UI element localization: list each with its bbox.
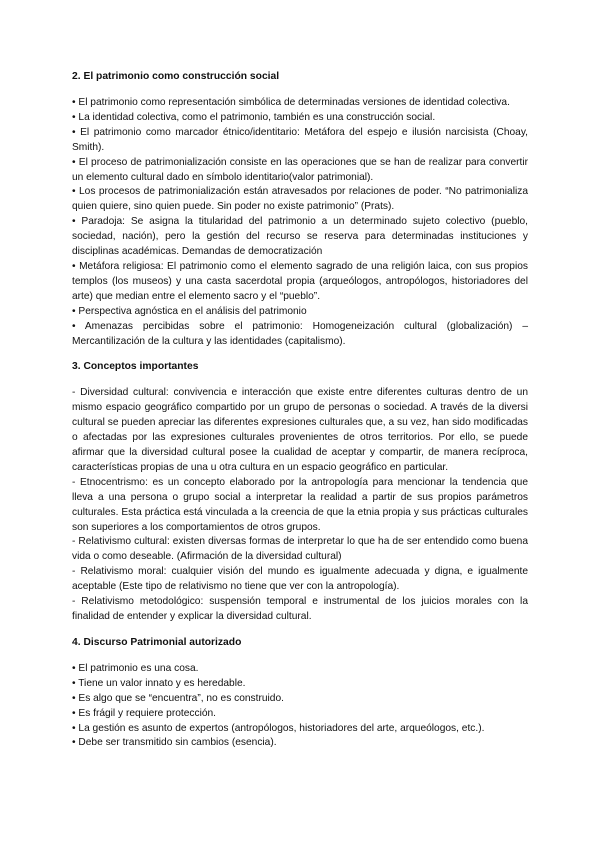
bullet-item: • El proceso de patrimonialización consiste en las operaciones que se han de realizar para convertir un elemento cultural dado en símbolo identitario(valor patrimonial). xyxy=(72,156,528,183)
section-heading: 3. Conceptos importantes xyxy=(72,361,199,373)
concept-definition: - Relativismo metodológico: suspensión temporal e instrumental de los juicios morales con la finalidad de entender y explicar la diversidad cultural. xyxy=(72,596,528,622)
bullet-item: • Amenazas percibidas sobre el patrimonio: Homogeneización cultural (globalización) – Mercantilización de la cultura y las identidades (capitalismo). xyxy=(72,320,528,347)
section-conceptos-importantes xyxy=(72,360,528,625)
concept-definition: - Diversidad cultural: convivencia e interacción que existe entre diferentes culturas dentro de un mismo espacio geográfico compartido por un grupo de personas o sociedad. A través de la diversi cultural se pueden apreciar las diferentes expresiones culturales que, a su vez, han sido modificadas o afectadas por las expresiones culturales provenientes de otros territorios. Por ello, se puede afirmar que la diversidad cultural posee la cualidad de aceptar y compartir, de manera recíproca, características propias de una u otra cultura en un espacio geográfico en particular. xyxy=(72,387,528,473)
bullet-item: • La identidad colectiva, como el patrimonio, también es una construcción social. xyxy=(72,111,436,123)
section-discurso-patrimonial-autorizado xyxy=(72,636,528,751)
bullet-item: • Tiene un valor innato y es heredable. xyxy=(72,677,246,689)
bullet-item: • Es frágil y requiere protección. xyxy=(72,707,216,719)
bullet-item: • Los procesos de patrimonialización están atravesados por relaciones de poder. “No patrimonializa quien quiere, sino quien puede. Sin poder no existe patrimonio” (Prats). xyxy=(72,186,528,213)
bullet-item: • El patrimonio como marcador étnico/identitario: Metáfora del espejo e ilusión narcisista (Choay, Smith). xyxy=(72,126,528,153)
bullet-item: • El patrimonio como representación simbólica de determinadas versiones de identidad colectiva. xyxy=(72,97,510,108)
bullet-item: • Paradoja: Se asigna la titularidad del patrimonio a un determinado sujeto colectivo (pueblo, sociedad, nación), pero la gestión del recurso se reserva para determinadas instituciones y disciplinas académicas. Demandas de democratización xyxy=(72,216,528,258)
bullet-item: • La gestión es asunto de expertos (antropólogos, historiadores del arte, arqueólogos, etc.). xyxy=(72,722,485,734)
concept-definition: - Etnocentrismo: es un concepto elaborado por la antropología para mencionar la tendencia que lleva a una persona o grupo social a interpretar la realidad a partir de sus propios parámetros culturales. Esta práctica está vinculada a la creencia de que la etnia propia y sus prácticas culturales son superiores a los comportamientos de otros grupos. xyxy=(72,476,528,533)
bullet-item: • Perspectiva agnóstica en el análisis del patrimonio xyxy=(72,305,307,317)
concept-definition: - Relativismo cultural: existen diversas formas de interpretar lo que ha de ser entendido como buena vida o como deseable. (Afirmación de la diversidad cultural) xyxy=(72,536,528,563)
section-patrimonio-construccion-social xyxy=(72,70,528,349)
section-heading: 2. El patrimonio como construcción social xyxy=(72,71,280,82)
bullet-item: • Es algo que se “encuentra”, no es construido. xyxy=(72,692,284,704)
document-page xyxy=(72,70,528,751)
bullet-item: • Debe ser transmitido sin cambios (esencia). xyxy=(72,737,277,749)
section-heading: 4. Discurso Patrimonial autorizado xyxy=(72,636,242,648)
concept-definition: - Relativismo moral: cualquier visión del mundo es igualmente adecuada y digna, e igualmente aceptable (Este tipo de relativismo no tiene que ver con la antropología). xyxy=(72,566,528,593)
bullet-item: • El patrimonio es una cosa. xyxy=(72,662,199,674)
bullet-item: • Metáfora religiosa: El patrimonio como el elemento sagrado de una religión laica, con sus propios templos (los museos) y una casta sacerdotal propia (arqueólogos, antropólogos, historiadores del arte) que median entre el elemento sacro y el “pueblo”. xyxy=(72,260,528,302)
